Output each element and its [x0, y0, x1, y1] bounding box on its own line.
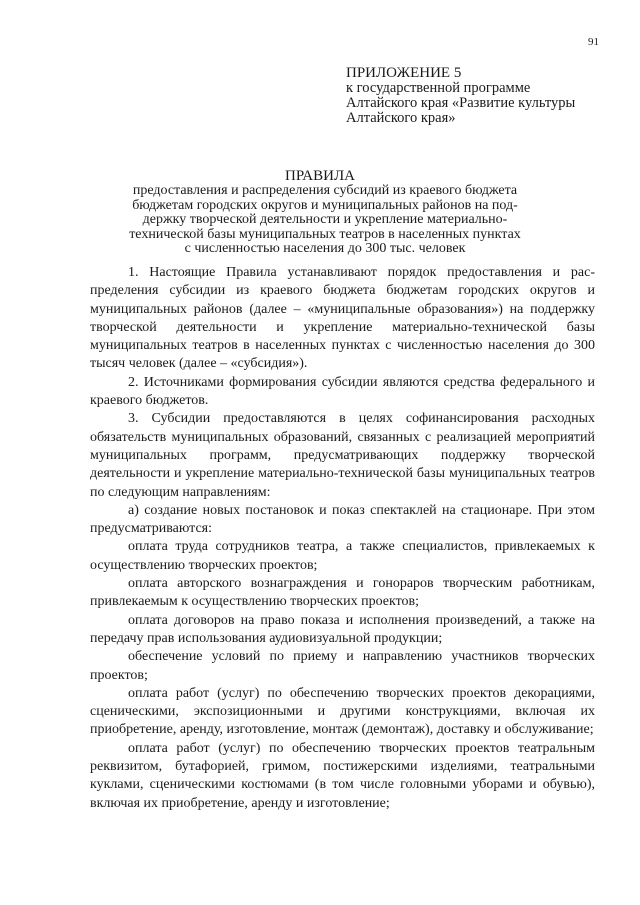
list-item: оплата договоров на право показа и исполнения произведений, а также на передачу прав использования аудиовизуальной продукции;	[90, 612, 595, 646]
list-item: оплата работ (услуг) по обеспечению творческих проектов театральным реквизитом, бутафорией, гримом, постижерскими изделиями, театральными куклами, сценическими костюмами (в том числе головными уборами и обувью), включая их приобретение, аренду и изготовление;	[90, 740, 595, 811]
appendix-line-1: к государственной программе	[346, 80, 531, 96]
list-item: обеспечение условий по приему и направлению участников творческих проектов;	[90, 649, 595, 683]
list-item: оплата труда сотрудников театра, а также специалистов, привлекаемых к осуществлению творческих проектов;	[90, 539, 595, 573]
list-item: оплата авторского вознаграждения и гонораров творческим работникам, привлекаемым к осуществлению творческих проектов;	[90, 576, 595, 610]
rules-title: ПРАВИЛА	[285, 168, 355, 184]
appendix-line-3: Алтайского края»	[346, 110, 456, 126]
subtitle-line: с численностью населения до 300 тыс. человек	[184, 241, 466, 257]
paragraph-1: 1. Настоящие Правила устанавливают порядок предоставления и распределения субсидии из краевого бюджета бюджетам городских округов и муниципальных районов (далее – «муниципальные образования») на поддержку творческой деятельности и укрепление материально-технической базы муниципальных театров в населенных пунктах с численностью населения до 300 тысяч человек (далее – «субсидия»).	[90, 265, 595, 372]
appendix-header	[346, 66, 616, 126]
subtitle-line: держку творческой деятельности и укрепление материально-	[142, 212, 508, 228]
document-body	[90, 264, 595, 813]
paragraph-3a: а) создание новых постановок и показ спектаклей на стационаре. При этом предусматриваются:	[90, 502, 595, 537]
subtitle-line: предоставления и распределения субсидий из краевого бюджета	[132, 183, 518, 198]
page-number: 91	[588, 36, 599, 48]
subtitle-line: бюджетам городских округов и муниципальных районов на под-	[132, 197, 518, 213]
paragraph-2: 2. Источниками формирования субсидии являются средства федерального и краевого бюджетов.	[90, 374, 595, 409]
appendix-title: ПРИЛОЖЕНИЕ 5	[346, 65, 462, 81]
paragraph-3: 3. Субсидии предоставляются в целях софинансирования расходных обязательств муниципальных образований, связанных с реализацией мероприятий муниципальных программ, предусматривающих поддержку творческой деятельности и укрепление материально-технической базы муниципальных театров по следующим направлениям:	[90, 411, 595, 500]
subtitle-line: технической базы муниципальных театров в населенных пунктах	[129, 226, 521, 242]
rules-subtitle	[105, 184, 545, 257]
appendix-line-2: Алтайского края «Развитие культуры	[346, 95, 576, 111]
list-item: оплата работ (услуг) по обеспечению творческих проектов декорациями, сценическими, экспозиционными и другими конструкциями, включая их приобретение, аренду, изготовление, монтаж (демонтаж), доставку и обслуживание;	[90, 685, 595, 738]
